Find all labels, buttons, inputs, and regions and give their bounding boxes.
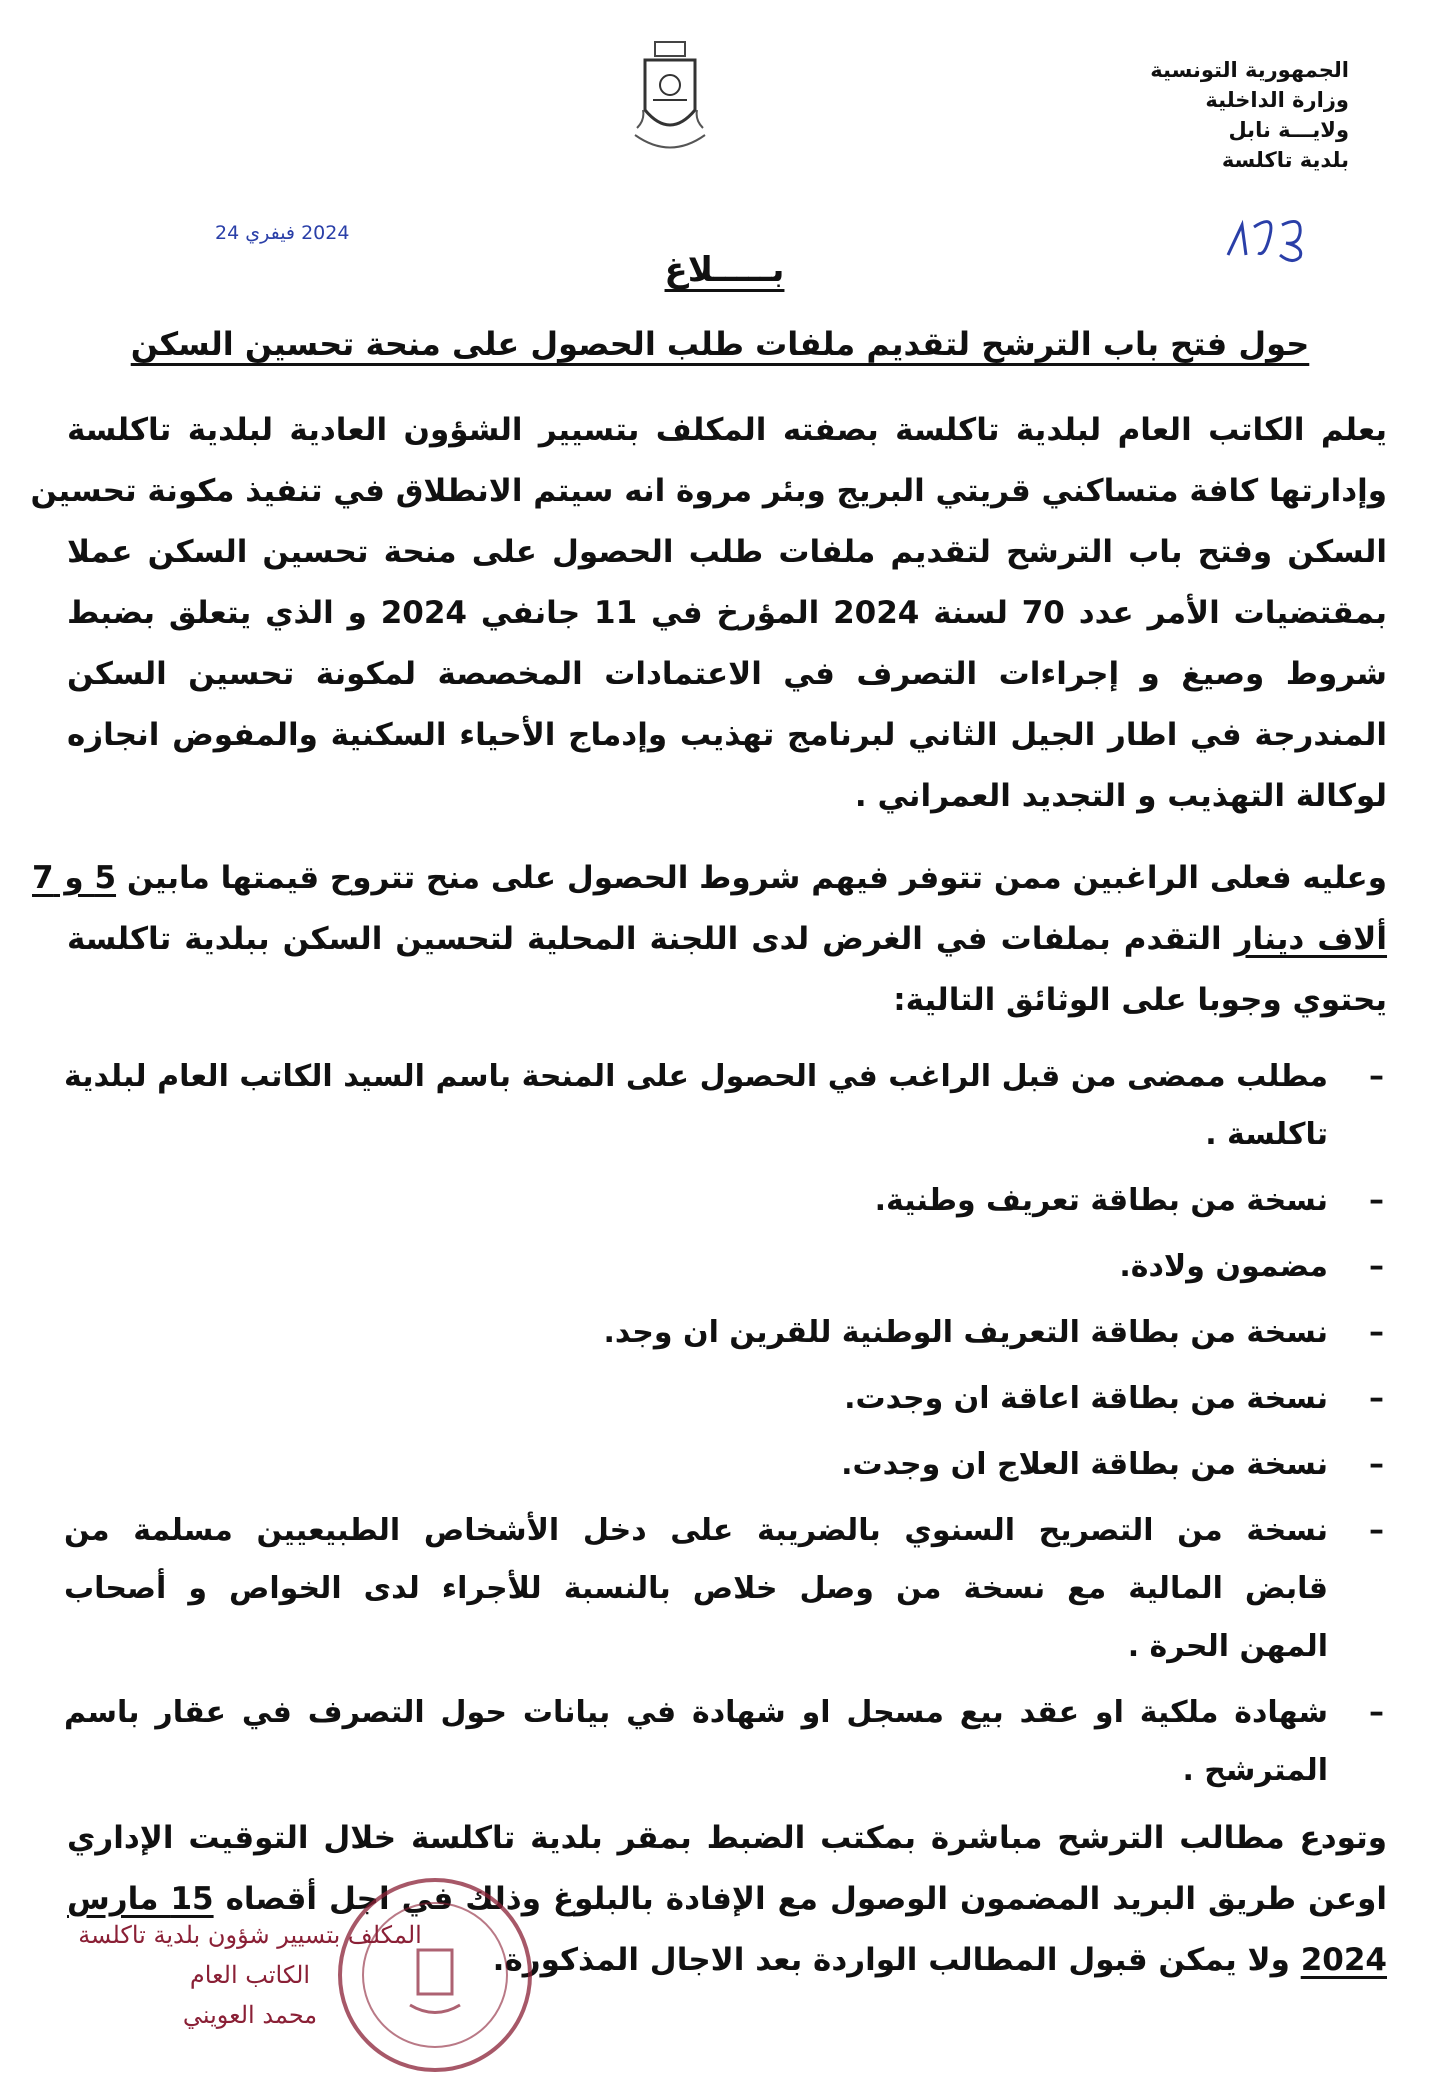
signature-role-line: المكلف بتسيير شؤون بلدية تاكلسة bbox=[78, 1921, 422, 1949]
list-item-line: تاكلسة . bbox=[1205, 1117, 1328, 1152]
paragraph-line bbox=[67, 909, 1387, 970]
header-block bbox=[1049, 55, 1349, 175]
header-line-municipality: بلدية تاكلسة bbox=[1221, 148, 1349, 172]
paragraph-line: لوكالة التهذيب و التجديد العمراني . bbox=[854, 778, 1387, 814]
grant-amount-range: 5 و 7 bbox=[32, 860, 117, 896]
list-item-line: المهن الحرة . bbox=[1127, 1629, 1328, 1664]
signature-name: محمد العويني bbox=[182, 2001, 318, 2029]
list-item bbox=[64, 1436, 1384, 1494]
list-item-line: نسخة من بطاقة التعريف الوطنية للقرين ان وجد. bbox=[603, 1315, 1328, 1350]
list-item bbox=[64, 1502, 1384, 1676]
list-item-line: المترشح . bbox=[1182, 1753, 1328, 1788]
list-dash: – bbox=[1369, 1513, 1384, 1548]
paragraph-line: وتودع مطالب الترشح مباشرة بمكتب الضبط بمقر بلدية تاكلسة خلال التوقيت الإداري bbox=[67, 1820, 1387, 1856]
list-dash: – bbox=[1369, 1183, 1384, 1218]
signature-title: الكاتب العام bbox=[189, 1961, 311, 1989]
list-item-line: مضمون ولادة. bbox=[1119, 1249, 1328, 1284]
list-dash: – bbox=[1369, 1315, 1384, 1350]
list-item-line: قابض المالية مع نسخة من وصل خلاص بالنسبة للأجراء لدى الخواص و أصحاب bbox=[64, 1571, 1328, 1606]
list-dash: – bbox=[1369, 1381, 1384, 1416]
document-title: بـــــلاغ bbox=[664, 250, 785, 290]
document-subject: حول فتح باب الترشح لتقديم ملفات طلب الحصول على منحة تحسين السكن bbox=[130, 325, 1310, 363]
list-item-line: نسخة من التصريح السنوي بالضريبة على دخل الأشخاص الطبيعيين مسلمة من bbox=[64, 1513, 1328, 1548]
required-documents-list bbox=[64, 1048, 1384, 1808]
signature-block bbox=[40, 1915, 460, 2035]
list-item bbox=[64, 1172, 1384, 1230]
paragraph-line: يحتوي وجوبا على الوثائق التالية: bbox=[893, 982, 1387, 1018]
paragraph-line: المندرجة في اطار الجيل الثاني لبرنامج تهذيب وإدماج الأحياء السكنية والمفوض انجازه bbox=[67, 717, 1387, 753]
list-item-line: شهادة ملكية او عقد بيع مسجل او شهادة في بيانات حول التصرف في عقار باسم bbox=[64, 1695, 1328, 1730]
list-item bbox=[64, 1370, 1384, 1428]
header-line-republic: الجمهورية التونسية bbox=[1150, 58, 1349, 82]
submission-text: اوعن طريق البريد المضمون الوصول مع الإفادة بالبلوغ وذلك في اجل أقصاه bbox=[225, 1881, 1388, 1917]
paragraph-announcement bbox=[30, 400, 1387, 827]
eligibility-text: التقدم بملفات في الغرض لدى اللجنة المحلية لتحسين السكن ببلدية تاكلسة bbox=[67, 921, 1222, 957]
paragraph-line: شروط وصيغ و إجراءات التصرف في الاعتمادات المخصصة لمكونة تحسين السكن bbox=[67, 656, 1387, 692]
date-stamp: 2024 فيفري 24 bbox=[215, 222, 350, 244]
list-dash: – bbox=[1369, 1695, 1384, 1730]
list-dash: – bbox=[1369, 1059, 1384, 1094]
list-dash: – bbox=[1369, 1447, 1384, 1482]
grant-amount-unit: ألاف دينار bbox=[1234, 921, 1388, 957]
paragraph-line: يعلم الكاتب العام لبلدية تاكلسة بصفته المكلف بتسيير الشؤون العادية لبلدية تاكلسة bbox=[67, 412, 1387, 448]
deadline-year: 2024 bbox=[1300, 1942, 1387, 1978]
list-dash: – bbox=[1369, 1249, 1384, 1284]
eligibility-text: وعليه فعلى الراغبين ممن تتوفر فيهم شروط الحصول على منح تتروح قيمتها مابين bbox=[126, 860, 1387, 896]
paragraph-line: السكن وفتح باب الترشح لتقديم ملفات طلب الحصول على منحة تحسين السكن عملا bbox=[67, 534, 1387, 570]
list-item-line: نسخة من بطاقة اعاقة ان وجدت. bbox=[844, 1381, 1328, 1416]
header-line-ministry: وزارة الداخلية bbox=[1205, 88, 1349, 112]
paragraph-line bbox=[32, 848, 1387, 909]
coat-of-arms-icon bbox=[625, 40, 715, 160]
list-item-line: مطلب ممضى من قبل الراغب في الحصول على المنحة باسم السيد الكاتب العام لبلدية bbox=[64, 1059, 1328, 1094]
submission-text: ولا يمكن قبول المطالب الواردة بعد الاجال المذكورة. bbox=[492, 1942, 1290, 1978]
list-item bbox=[64, 1238, 1384, 1296]
list-item-line: نسخة من بطاقة تعريف وطنية. bbox=[874, 1183, 1328, 1218]
paragraph-eligibility bbox=[32, 848, 1388, 1031]
paragraph-line: وإدارتها كافة متساكني قريتي البريج وبئر مروة انه سيتم الانطلاق في تنفيذ مكونة تحسين bbox=[30, 473, 1387, 509]
list-item bbox=[64, 1048, 1384, 1164]
list-item bbox=[64, 1684, 1384, 1800]
header-line-governorate: ولايـــة نابل bbox=[1228, 118, 1349, 142]
deadline-date: 15 مارس bbox=[67, 1881, 214, 1917]
list-item-line: نسخة من بطاقة العلاج ان وجدت. bbox=[841, 1447, 1328, 1482]
paragraph-line: بمقتضيات الأمر عدد 70 لسنة 2024 المؤرخ في 11 جانفي 2024 و الذي يتعلق بضبط bbox=[67, 595, 1387, 631]
list-item bbox=[64, 1304, 1384, 1362]
